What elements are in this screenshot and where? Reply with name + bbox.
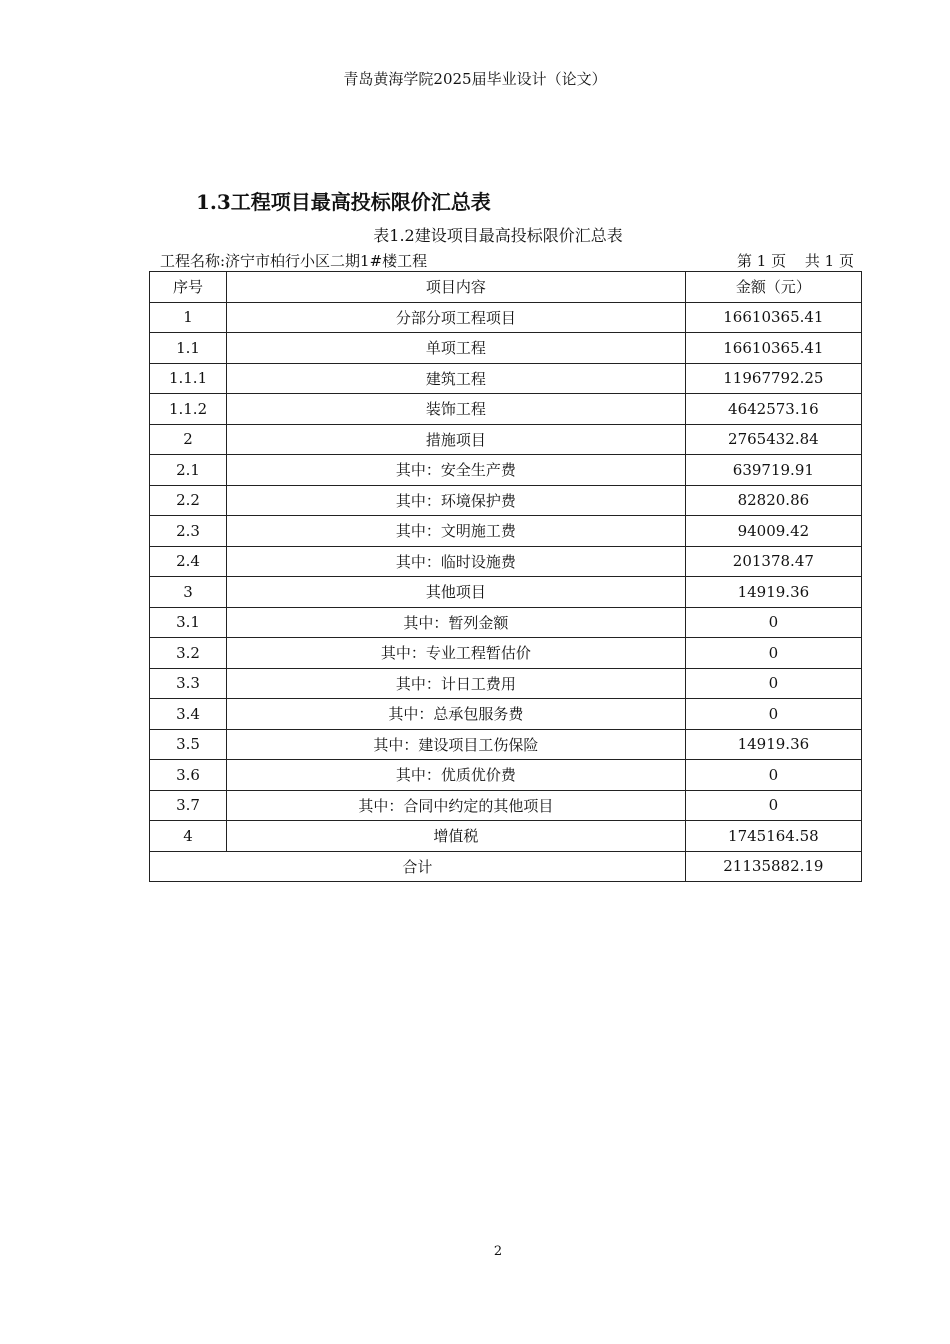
- row-item: 其中：临时设施费: [227, 546, 686, 577]
- table-row: [150, 424, 862, 455]
- project-name: 工程名称:济宁市柏行小区二期1#楼工程: [160, 252, 428, 270]
- table-row: [150, 790, 862, 821]
- table-row: [150, 821, 862, 852]
- row-seq: 1.1.1: [150, 363, 227, 394]
- table-row: [150, 668, 862, 699]
- row-seq: 3.4: [150, 699, 227, 730]
- row-amount: 82820.86: [685, 485, 861, 516]
- row-seq: 1: [150, 302, 227, 333]
- table-row: [150, 302, 862, 333]
- row-seq: 1.1: [150, 333, 227, 364]
- row-item: 其中：暂列金额: [227, 607, 686, 638]
- row-seq: 2.2: [150, 485, 227, 516]
- row-item: 其中：专业工程暂估价: [227, 638, 686, 669]
- page-number: 2: [493, 1244, 503, 1259]
- table-row: [150, 516, 862, 547]
- row-item: 装饰工程: [227, 394, 686, 425]
- row-item: 其中：安全生产费: [227, 455, 686, 486]
- row-seq: 3.7: [150, 790, 227, 821]
- row-amount: 4642573.16: [685, 394, 861, 425]
- row-seq: 3.1: [150, 607, 227, 638]
- row-item: 其中：文明施工费: [227, 516, 686, 547]
- row-seq: 2.3: [150, 516, 227, 547]
- row-item: 其他项目: [227, 577, 686, 608]
- row-amount: 0: [685, 607, 861, 638]
- table-meta-row: [160, 250, 854, 271]
- row-amount: 11967792.25: [685, 363, 861, 394]
- row-item: 增值税: [227, 821, 686, 852]
- table-row: [150, 485, 862, 516]
- row-item: 其中：计日工费用: [227, 668, 686, 699]
- row-amount: 0: [685, 668, 861, 699]
- row-seq: 2.1: [150, 455, 227, 486]
- row-amount: 94009.42: [685, 516, 861, 547]
- table-row: [150, 699, 862, 730]
- row-amount: 16610365.41: [685, 333, 861, 364]
- page-indicator: [733, 250, 854, 271]
- page-header: 青岛黄海学院2025届毕业设计（论文）: [343, 70, 607, 88]
- row-amount: 639719.91: [685, 455, 861, 486]
- table-row: [150, 394, 862, 425]
- row-amount: 14919.36: [685, 577, 861, 608]
- table-body: [150, 302, 862, 851]
- row-seq: 1.1.2: [150, 394, 227, 425]
- table-row: [150, 333, 862, 364]
- row-item: 单项工程: [227, 333, 686, 364]
- table-total-row: [150, 851, 862, 882]
- row-seq: 4: [150, 821, 227, 852]
- page-total: 共 1 页: [804, 252, 854, 270]
- header-amount: 金额（元）: [685, 272, 861, 303]
- row-amount: 0: [685, 699, 861, 730]
- row-amount: 1745164.58: [685, 821, 861, 852]
- row-item: 其中：优质优价费: [227, 760, 686, 791]
- table-caption: 表1.2建设项目最高投标限价汇总表: [373, 226, 623, 245]
- table-row: [150, 607, 862, 638]
- header-seq: 序号: [150, 272, 227, 303]
- table-row: [150, 363, 862, 394]
- table-row: [150, 760, 862, 791]
- row-amount: 14919.36: [685, 729, 861, 760]
- total-amount: 21135882.19: [685, 851, 861, 882]
- row-item: 其中：环境保护费: [227, 485, 686, 516]
- page-current: 第 1 页: [737, 252, 787, 270]
- row-seq: 2.4: [150, 546, 227, 577]
- row-seq: 2: [150, 424, 227, 455]
- row-amount: 201378.47: [685, 546, 861, 577]
- section-title: 1.3工程项目最高投标限价汇总表: [196, 190, 491, 214]
- row-item: 分部分项工程项目: [227, 302, 686, 333]
- table-row: [150, 729, 862, 760]
- bid-limit-summary-table: [149, 271, 862, 882]
- row-item: 建筑工程: [227, 363, 686, 394]
- header-item: 项目内容: [227, 272, 686, 303]
- row-amount: 0: [685, 790, 861, 821]
- row-amount: 16610365.41: [685, 302, 861, 333]
- row-amount: 0: [685, 760, 861, 791]
- row-item: 其中：总承包服务费: [227, 699, 686, 730]
- table-row: [150, 638, 862, 669]
- row-seq: 3.5: [150, 729, 227, 760]
- row-seq: 3: [150, 577, 227, 608]
- table-row: [150, 546, 862, 577]
- row-seq: 3.3: [150, 668, 227, 699]
- row-amount: 2765432.84: [685, 424, 861, 455]
- row-seq: 3.6: [150, 760, 227, 791]
- row-amount: 0: [685, 638, 861, 669]
- table-row: [150, 577, 862, 608]
- row-item: 其中：合同中约定的其他项目: [227, 790, 686, 821]
- table-header-row: [150, 272, 862, 303]
- row-seq: 3.2: [150, 638, 227, 669]
- row-item: 其中：建设项目工伤保险: [227, 729, 686, 760]
- table-row: [150, 455, 862, 486]
- total-label: 合计: [150, 851, 686, 882]
- row-item: 措施项目: [227, 424, 686, 455]
